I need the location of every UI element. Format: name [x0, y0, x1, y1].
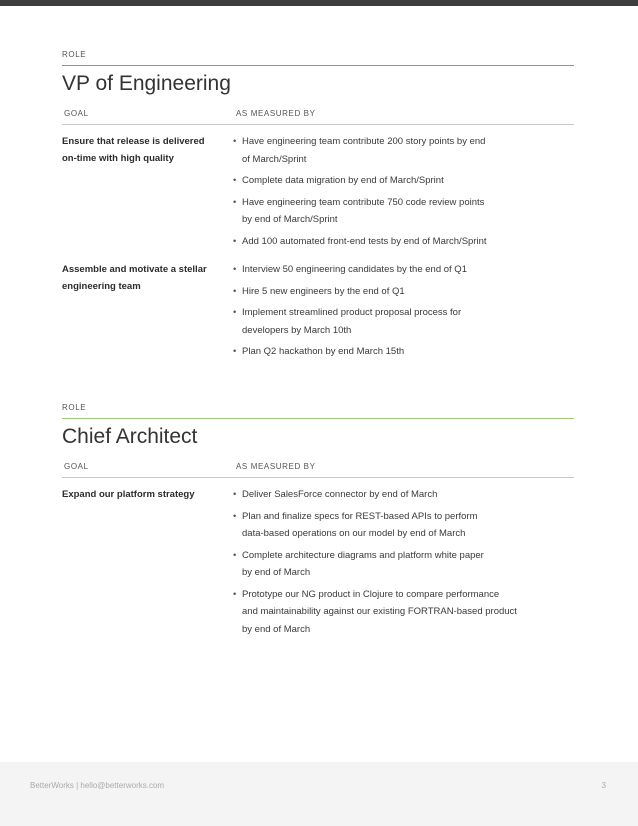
measure-list	[232, 486, 572, 642]
role-section-chief-architect	[62, 403, 574, 636]
measure-item: • Prototype our NG product in Clojure to compare performance and maintainability against our existing FORTRAN-based product by end of March	[233, 588, 517, 635]
goal-header: GOAL	[64, 109, 89, 118]
goal-row	[62, 133, 574, 261]
measure-item: • Plan and finalize specs for REST-based APIs to perform data-based operations on our model by end of March	[233, 510, 478, 539]
measure-item: • Complete architecture diagrams and platform white paper by end of March	[233, 549, 484, 578]
role-label: ROLE	[62, 403, 87, 412]
role-section-vp-engineering	[62, 50, 574, 371]
measure-list	[232, 133, 572, 254]
goal-text: Expand our platform strategy	[62, 489, 195, 500]
page-number: 3	[601, 781, 606, 790]
page-footer	[0, 762, 638, 826]
role-title: Chief Architect	[62, 425, 198, 448]
role-divider	[62, 65, 574, 66]
measure-item: • Complete data migration by end of March/Sprint	[233, 175, 444, 186]
measure-item: • Interview 50 engineering candidates by the end of Q1	[233, 264, 467, 275]
measure-item: • Plan Q2 hackathon by end March 15th	[233, 346, 405, 357]
goal-row	[62, 261, 574, 371]
measure-item: • Implement streamlined product proposal process for developers by March 10th	[233, 307, 462, 336]
measure-item: • Have engineering team contribute 750 code review points by end of March/Sprint	[233, 196, 485, 225]
measure-item: • Deliver SalesForce connector by end of March	[233, 489, 438, 500]
header-divider	[62, 477, 574, 478]
goal-header: GOAL	[64, 462, 89, 471]
measure-list	[232, 261, 572, 365]
header-divider	[62, 124, 574, 125]
measured-by-header: AS MEASURED BY	[236, 109, 316, 118]
top-bar	[0, 0, 638, 6]
goal-text: Assemble and motivate a stellar engineering team	[62, 264, 207, 292]
footer-contact: BetterWorks | hello@betterworks.com	[30, 781, 165, 790]
goal-text: Ensure that release is delivered on-time with high quality	[62, 136, 205, 164]
goal-row	[62, 486, 574, 636]
role-title: VP of Engineering	[62, 72, 231, 95]
measured-by-header: AS MEASURED BY	[236, 462, 316, 471]
measure-item: • Hire 5 new engineers by the end of Q1	[233, 285, 405, 297]
measure-item: • Add 100 automated front-end tests by end of March/Sprint	[233, 235, 487, 247]
role-label: ROLE	[62, 50, 87, 59]
role-divider	[62, 418, 574, 419]
table-header	[62, 462, 574, 476]
measure-item: • Have engineering team contribute 200 story points by end of March/Sprint	[233, 136, 486, 165]
table-header	[62, 109, 574, 123]
